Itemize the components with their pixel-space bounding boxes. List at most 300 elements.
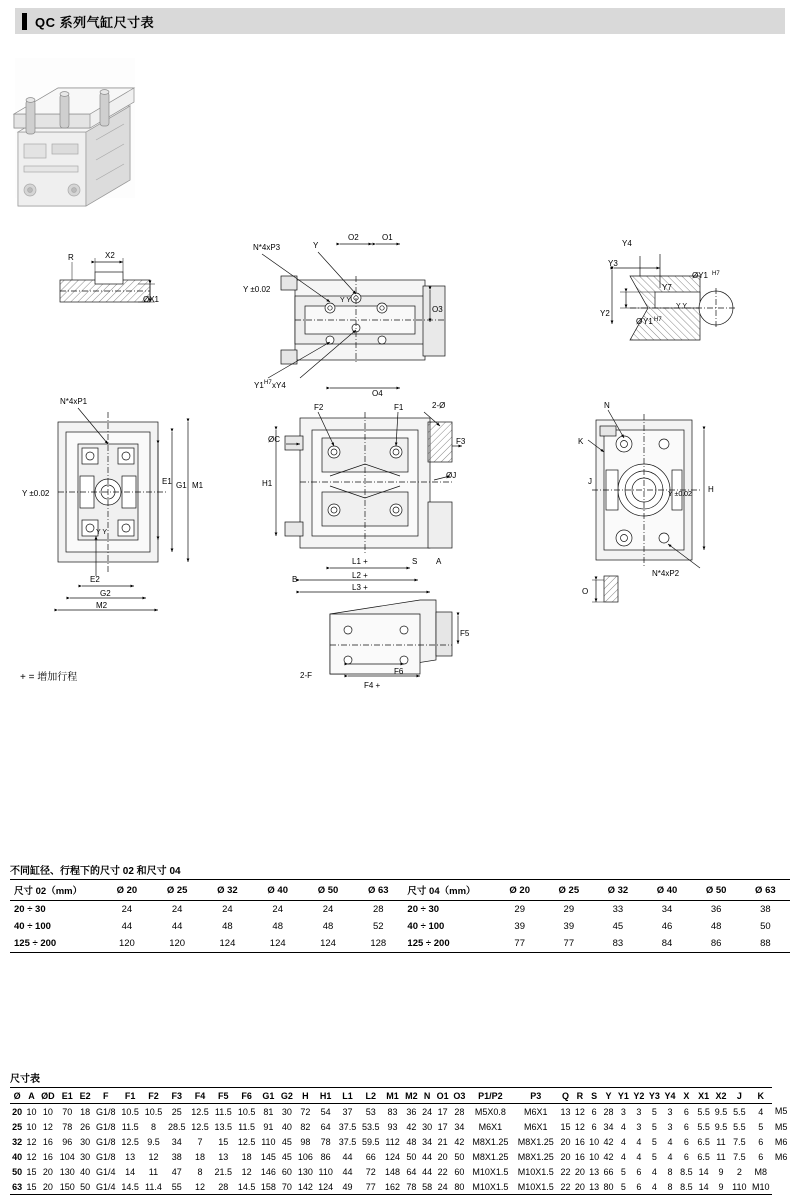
table2-cell: 12 xyxy=(26,1151,37,1162)
table2-cell: 5 xyxy=(651,1136,657,1147)
table2-cell: M6 xyxy=(774,1151,788,1162)
table2-cell: 110 xyxy=(318,1166,333,1177)
table2-cell: 10.5 xyxy=(237,1106,256,1117)
table2-cell: 20 xyxy=(560,1136,571,1147)
table2-cell: 12 xyxy=(42,1121,53,1132)
table2-cell: 22 xyxy=(560,1166,571,1177)
table2-cell: 34 xyxy=(171,1136,182,1147)
table1-cell: 44 xyxy=(171,921,183,932)
table2-cell: M6X1 xyxy=(523,1106,548,1117)
table1-cell: 34 xyxy=(661,904,673,915)
table2-cell: 40 xyxy=(281,1121,292,1132)
table2-col-header: Q xyxy=(558,1088,572,1104)
table2-cell: 70 xyxy=(279,1179,296,1195)
table2-cell: 91 xyxy=(263,1121,274,1132)
table2-cell: 112 xyxy=(385,1136,400,1147)
svg-text:H: H xyxy=(708,485,714,494)
table2-cell: 20 xyxy=(560,1151,571,1162)
table2-cell: 60 xyxy=(281,1166,292,1177)
table2-cell: G1/8 xyxy=(95,1136,116,1147)
table2-cell: 14.5 xyxy=(235,1179,258,1195)
table2-cell: 3 xyxy=(667,1121,673,1132)
table2-cell: 18 xyxy=(241,1151,252,1162)
table2-cell: 12.5 xyxy=(191,1106,209,1117)
table2-cell: 48 xyxy=(406,1136,417,1147)
svg-text:M2: M2 xyxy=(96,601,108,610)
table1-cell: 52 xyxy=(372,921,384,932)
detail-r-x1-x2 xyxy=(60,251,160,304)
table2-cell: 10 xyxy=(589,1136,600,1147)
dimension-table-02-04-wrap xyxy=(10,862,790,953)
svg-text:Y1: Y1 xyxy=(643,317,653,326)
table2-cell: M6X1 xyxy=(523,1121,548,1132)
table2-cell: 63 xyxy=(10,1179,24,1195)
table2-col-header: F4 xyxy=(188,1088,211,1104)
table2-cell: 12 xyxy=(26,1136,37,1147)
table1-cell: 86 xyxy=(692,935,741,953)
table2-cell: 12 xyxy=(241,1166,252,1177)
table2-col-header: R xyxy=(573,1088,587,1104)
svg-text:J: J xyxy=(588,477,592,486)
dimension-table-02-04 xyxy=(10,879,790,953)
table2-col-header: F2 xyxy=(142,1088,165,1104)
table2-cell: 64 xyxy=(320,1121,331,1132)
table2-cell: 4 xyxy=(651,1166,657,1177)
table2-cell: 22 xyxy=(558,1179,572,1195)
svg-text:O4: O4 xyxy=(372,389,383,398)
table2-cell: 14.5 xyxy=(119,1179,142,1195)
table2-cell: G1/8 xyxy=(95,1151,116,1162)
table2-cell: 11.5 xyxy=(121,1121,139,1132)
table2-cell: 78 xyxy=(403,1179,420,1195)
table2-cell: 44 xyxy=(422,1166,433,1177)
table1-right-col-6: Ø 63 xyxy=(741,880,790,901)
table2-cell: 6 xyxy=(683,1121,689,1132)
table2-cell: 4 xyxy=(620,1136,626,1147)
table2-cell: 4 xyxy=(636,1136,642,1147)
table1-cell: 48 xyxy=(322,921,334,932)
table2-col-header: ØD xyxy=(39,1088,57,1104)
table2-col-header: L1 xyxy=(336,1088,359,1104)
table2-cell: 96 xyxy=(62,1136,73,1147)
table2-col-header: P1/P2 xyxy=(468,1088,513,1104)
table2-cell: 6 xyxy=(683,1151,689,1162)
table2-cell: M6 xyxy=(774,1136,788,1147)
table2-cell: 12.5 xyxy=(121,1136,139,1147)
table2-cell: 21 xyxy=(437,1136,448,1147)
table2-cell: 4 xyxy=(667,1151,673,1162)
table1-cell: 124 xyxy=(202,935,252,953)
table2-cell: 7 xyxy=(197,1136,203,1147)
table2-cell: 20 xyxy=(574,1166,585,1177)
table1-left-col-5: Ø 50 xyxy=(303,880,353,901)
table1-left-col-4: Ø 40 xyxy=(253,880,303,901)
table2-cell: M10X1.5 xyxy=(517,1166,554,1177)
table2-col-header: H1 xyxy=(316,1088,336,1104)
table2-cell: M8X1.25 xyxy=(517,1136,554,1147)
table2-cell: 6 xyxy=(591,1106,597,1117)
table2-cell: 45 xyxy=(281,1136,292,1147)
table2-cell: 66 xyxy=(603,1166,614,1177)
table1-left-col-6: Ø 63 xyxy=(353,880,403,901)
table2-cell: 6 xyxy=(631,1179,647,1195)
svg-text:Y: Y xyxy=(313,241,319,250)
table2-cell: 3 xyxy=(636,1121,642,1132)
table2-cell: 8.5 xyxy=(680,1166,693,1177)
table2-cell: 83 xyxy=(387,1106,398,1117)
table2-cell: 30 xyxy=(281,1106,292,1117)
table2-cell: 14 xyxy=(695,1179,712,1195)
table2-cell: 8 xyxy=(150,1121,156,1132)
table2-col-header: H xyxy=(295,1088,315,1104)
table1-cell: 46 xyxy=(661,921,673,932)
table2-cell: 8.5 xyxy=(678,1179,695,1195)
table-row xyxy=(10,1134,790,1149)
table2-cell: 53 xyxy=(365,1106,376,1117)
table2-cell: 20 xyxy=(39,1179,57,1195)
table2-cell: 5 xyxy=(758,1121,764,1132)
table2-col-header: F1 xyxy=(119,1088,142,1104)
table2-cell: 78 xyxy=(320,1136,331,1147)
table2-cell: 5 xyxy=(616,1179,632,1195)
svg-text:L3 +: L3 + xyxy=(352,583,368,592)
table2-cell: 11.5 xyxy=(238,1121,256,1132)
table1-cell: 83 xyxy=(593,935,642,953)
svg-text:E2: E2 xyxy=(90,575,100,584)
svg-text:Y ±0.02: Y ±0.02 xyxy=(668,491,692,498)
table2-cell: 37.5 xyxy=(338,1121,357,1132)
table2-cell: 11 xyxy=(716,1151,726,1162)
table2-col-header: A xyxy=(24,1088,38,1104)
table2-cell: 28 xyxy=(603,1106,614,1117)
svg-text:Ø: Ø xyxy=(636,317,643,326)
table1-left-col-3: Ø 32 xyxy=(202,880,252,901)
table2-cell: 5 xyxy=(651,1121,657,1132)
table2-cell: 36 xyxy=(406,1106,417,1117)
table2-cell: 80 xyxy=(601,1179,615,1195)
table2-cell: 38 xyxy=(171,1151,182,1162)
svg-text:S: S xyxy=(412,557,418,566)
table2-cell: 6 xyxy=(683,1106,689,1117)
technical-drawing-area xyxy=(0,40,800,690)
table2-col-header: G2 xyxy=(279,1088,296,1104)
svg-text:G2: G2 xyxy=(100,589,111,598)
table2-cell: 4 xyxy=(620,1121,626,1132)
table2-col-header: S xyxy=(587,1088,601,1104)
table2-cell: M8X1.25 xyxy=(472,1151,509,1162)
svg-text:Y7: Y7 xyxy=(662,283,672,292)
table1-cell: 24 xyxy=(121,904,133,915)
svg-text:M1: M1 xyxy=(192,481,204,490)
table2-cell: 49 xyxy=(336,1179,359,1195)
table2-cell: 10.5 xyxy=(144,1106,163,1117)
table2-cell: 4 xyxy=(636,1151,642,1162)
table1-left-row-label: 20 ÷ 30 xyxy=(14,904,46,915)
table1-right-header-label: 尺寸 04（mm） xyxy=(403,880,495,901)
table2-cell: 6 xyxy=(636,1166,642,1177)
svg-text:xY4: xY4 xyxy=(272,381,286,390)
table2-cell: 12 xyxy=(148,1151,159,1162)
table2-cell: 50 xyxy=(12,1166,23,1177)
table2-cell: 59.5 xyxy=(361,1136,380,1147)
table2-col-header: O1 xyxy=(434,1088,451,1104)
table2-cell: G1/4 xyxy=(95,1166,116,1177)
table1-cell: 45 xyxy=(612,921,624,932)
table1-cell: 29 xyxy=(563,904,575,915)
svg-text:Y4: Y4 xyxy=(622,239,632,248)
table2-cell: 8 xyxy=(197,1166,203,1177)
technical-drawing-svg xyxy=(0,40,800,690)
table2-cell: 5.5 xyxy=(733,1121,746,1132)
table2-cell: 5.5 xyxy=(697,1106,710,1117)
table2-cell: 145 xyxy=(260,1151,276,1162)
table2-cell: 72 xyxy=(300,1106,311,1117)
svg-text:F4 +: F4 + xyxy=(364,681,381,690)
table2-cell: M8X1.25 xyxy=(472,1136,509,1147)
svg-text:E1: E1 xyxy=(162,477,172,486)
table1-left-col-1: Ø 20 xyxy=(102,880,152,901)
table2-cell: 16 xyxy=(574,1151,585,1162)
svg-text:ØX1: ØX1 xyxy=(143,295,160,304)
table-row xyxy=(10,1179,790,1195)
table2-cell: M5 xyxy=(774,1121,788,1132)
table2-cell: 9.5 xyxy=(714,1121,728,1132)
table2-cell: M8 xyxy=(754,1166,767,1177)
table2-cell: 20 xyxy=(573,1179,587,1195)
table2-cell: 6 xyxy=(758,1136,764,1147)
table2-cell: 104 xyxy=(59,1151,75,1162)
table2-cell: 130 xyxy=(297,1166,313,1177)
table2-cell: 86 xyxy=(320,1151,331,1162)
table2-cell: 110 xyxy=(261,1136,276,1147)
table1-cell: 128 xyxy=(353,935,403,953)
table2-cell: 37.5 xyxy=(338,1136,357,1147)
table2-cell: 3 xyxy=(667,1106,673,1117)
table1-cell: 84 xyxy=(642,935,691,953)
table2-cell: 3 xyxy=(620,1106,626,1117)
table1-cell: 77 xyxy=(544,935,593,953)
table2-cell: 10 xyxy=(589,1151,600,1162)
table2-cell: 12 xyxy=(188,1179,211,1195)
table2-cell: G1/8 xyxy=(95,1121,116,1132)
table2-cell: 13 xyxy=(560,1106,571,1117)
svg-text:Y ±0.02: Y ±0.02 xyxy=(22,489,50,498)
table2-col-header: P3 xyxy=(513,1088,558,1104)
table2-cell: 26 xyxy=(80,1121,91,1132)
page-title: QC 系列气缸尺寸表 xyxy=(35,14,155,30)
table1-left-row-label: 40 ÷ 100 xyxy=(14,921,51,932)
table1-right-row-label: 20 ÷ 30 xyxy=(407,904,440,915)
table2-col-header: E2 xyxy=(77,1088,93,1104)
table2-col-header: Y xyxy=(601,1088,615,1104)
svg-text:H1: H1 xyxy=(262,479,273,488)
dimension-table-main-wrap xyxy=(10,1070,790,1195)
svg-text:O: O xyxy=(582,587,589,596)
table2-cell: 16 xyxy=(42,1151,53,1162)
svg-text:B: B xyxy=(292,575,298,584)
table2-cell: 44 xyxy=(422,1151,433,1162)
table2-cell: M5 xyxy=(774,1106,788,1117)
table2-cell: G1/4 xyxy=(93,1179,119,1195)
svg-text:F3: F3 xyxy=(456,437,466,446)
table1-header-row xyxy=(10,880,790,901)
view-left-elevation xyxy=(22,397,204,610)
table2-col-header: X1 xyxy=(695,1088,712,1104)
table1-cell: 33 xyxy=(612,904,624,915)
svg-text:H7: H7 xyxy=(712,271,720,277)
svg-text:G1: G1 xyxy=(176,481,187,490)
table2-cell: 13 xyxy=(587,1179,601,1195)
table2-cell: 25 xyxy=(12,1121,23,1132)
table2-col-header: O3 xyxy=(451,1088,468,1104)
table1-cell: 124 xyxy=(253,935,303,953)
table2-cell: 16 xyxy=(574,1136,585,1147)
table2-cell: 14 xyxy=(698,1166,709,1177)
table2-cell: 8 xyxy=(662,1179,678,1195)
table2-cell: 20 xyxy=(437,1151,448,1162)
table2-cell: 106 xyxy=(297,1151,313,1162)
svg-text:H7: H7 xyxy=(654,317,662,323)
table2-cell: 13.5 xyxy=(214,1121,233,1132)
table2-cell: 58 xyxy=(420,1179,434,1195)
table2-cell: 10.5 xyxy=(121,1106,139,1117)
table2-col-header: F5 xyxy=(212,1088,235,1104)
table2-cell: M10X1.5 xyxy=(468,1179,513,1195)
table2-col-header: E1 xyxy=(57,1088,77,1104)
table2-cell: 9.5 xyxy=(147,1136,160,1147)
table2-cell: 50 xyxy=(77,1179,93,1195)
table2-cell: 15 xyxy=(26,1166,37,1177)
table2-cell: 47 xyxy=(171,1166,182,1177)
table2-cell: 55 xyxy=(165,1179,188,1195)
table2-cell: 7.5 xyxy=(733,1136,746,1147)
table1-cell: 50 xyxy=(760,921,771,932)
table2-cell: 110 xyxy=(730,1179,750,1195)
table1-cell: 36 xyxy=(710,904,722,915)
table2-cell: 6 xyxy=(591,1121,597,1132)
table2-cell: 2 xyxy=(736,1166,742,1177)
table1-left-col-2: Ø 25 xyxy=(152,880,202,901)
table2-cell: 9 xyxy=(712,1179,729,1195)
view-bottom-center xyxy=(300,600,470,690)
table2-cell: 93 xyxy=(387,1121,398,1132)
table2-col-header: J xyxy=(730,1088,750,1104)
table2-cell: 5.5 xyxy=(697,1121,710,1132)
svg-text:N*4xP3: N*4xP3 xyxy=(253,243,281,252)
table2-cell: 42 xyxy=(406,1121,417,1132)
table-row xyxy=(10,1149,790,1164)
table1-right-col-5: Ø 50 xyxy=(692,880,741,901)
table2-cell: 28 xyxy=(454,1106,465,1117)
table2-cell: 64 xyxy=(406,1166,417,1177)
page-title-bar xyxy=(15,8,785,34)
svg-text:X2: X2 xyxy=(105,251,115,260)
table2-cell: G1/8 xyxy=(95,1106,116,1117)
svg-text:F6: F6 xyxy=(394,667,404,676)
table2-cell: 30 xyxy=(80,1151,91,1162)
table2-col-header: F3 xyxy=(165,1088,188,1104)
table2-cell: 30 xyxy=(422,1121,433,1132)
svg-text:A: A xyxy=(436,557,442,566)
svg-text:Y3: Y3 xyxy=(608,259,618,268)
svg-text:ØC: ØC xyxy=(268,435,280,444)
stroke-note: + = 增加行程 xyxy=(20,672,78,683)
table2-cell: 28 xyxy=(212,1179,235,1195)
table2-header-row xyxy=(10,1088,790,1104)
table2-cell: 11 xyxy=(716,1136,726,1147)
table2-cell: 5 xyxy=(620,1166,626,1177)
table2-col-header: F6 xyxy=(235,1088,258,1104)
table2-cell: 17 xyxy=(437,1106,448,1117)
table2-cell: 9.5 xyxy=(714,1106,728,1117)
table1-cell: 24 xyxy=(272,904,283,915)
table2-cell: 124 xyxy=(316,1179,336,1195)
dimension-table-main xyxy=(10,1087,790,1195)
svg-text:L2 +: L2 + xyxy=(352,571,368,580)
table2-cell: 11.5 xyxy=(214,1106,232,1117)
table2-cell: 4 xyxy=(647,1179,663,1195)
svg-text:O1: O1 xyxy=(382,233,393,242)
table2-cell: 42 xyxy=(603,1136,614,1147)
table2-cell: 10 xyxy=(26,1121,37,1132)
table2-cell: 81 xyxy=(263,1106,274,1117)
table2-cell: 10 xyxy=(42,1106,53,1117)
svg-text:K: K xyxy=(578,437,584,446)
table2-col-header: Y3 xyxy=(647,1088,663,1104)
table2-cell: 17 xyxy=(437,1121,448,1132)
table2-cell: 53.5 xyxy=(361,1121,380,1132)
table-row xyxy=(10,1119,790,1134)
table2-cell: M5X0.8 xyxy=(474,1106,506,1117)
table2-cell: 16 xyxy=(42,1136,53,1147)
table1-cell: 48 xyxy=(272,921,283,932)
table2-cell: 66 xyxy=(365,1151,376,1162)
table2-cell: 98 xyxy=(300,1136,311,1147)
table2-cell: 162 xyxy=(382,1179,402,1195)
table2-col-header: L2 xyxy=(359,1088,382,1104)
svg-text:Y1: Y1 xyxy=(254,381,264,390)
svg-text:L1 +: L1 + xyxy=(352,557,368,566)
table2-col-header: Ø xyxy=(10,1088,24,1104)
table2-col-header: M1 xyxy=(382,1088,402,1104)
table2-cell: 13 xyxy=(218,1151,229,1162)
table2-cell: 130 xyxy=(59,1166,75,1177)
table2-cell: 15 xyxy=(218,1136,229,1147)
table2-cell: 50 xyxy=(454,1151,465,1162)
table1-cell: 48 xyxy=(222,921,233,932)
table2-cell: 14 xyxy=(125,1166,136,1177)
svg-text:Y ±0.02: Y ±0.02 xyxy=(243,285,271,294)
table1-cell: 28 xyxy=(372,904,384,915)
table2-cell: 6 xyxy=(683,1136,689,1147)
table2-cell: 24 xyxy=(422,1106,433,1117)
table2-cell: 10 xyxy=(26,1106,37,1117)
table-row xyxy=(10,918,790,935)
table2-cell: 4 xyxy=(667,1136,673,1147)
table2-cell: M10X1.5 xyxy=(513,1179,558,1195)
table2-cell: 150 xyxy=(57,1179,77,1195)
table2-cell: 28.5 xyxy=(167,1121,186,1132)
svg-text:Y Y: Y Y xyxy=(340,297,352,304)
product-photo xyxy=(14,58,135,206)
svg-text:H7: H7 xyxy=(264,380,272,386)
table1-cell: 39 xyxy=(563,921,575,932)
table2-cell: 22 xyxy=(437,1166,448,1177)
svg-text:F1: F1 xyxy=(394,403,404,412)
view-top-right xyxy=(600,239,736,340)
table2-cell: 72 xyxy=(365,1166,376,1177)
table2-cell: 82 xyxy=(300,1121,311,1132)
